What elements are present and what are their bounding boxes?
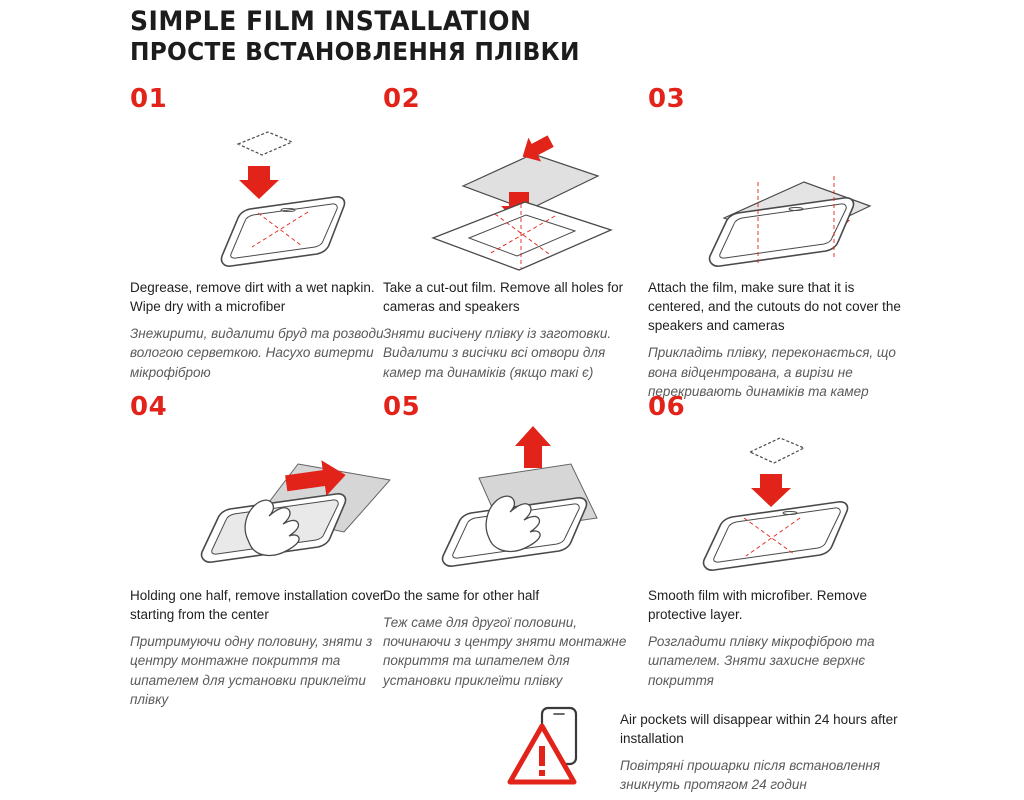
- step-card-05: [383, 394, 648, 690]
- step-number: 03: [648, 84, 686, 114]
- step-card-02: [383, 86, 648, 382]
- step-illustration-04: [130, 422, 395, 582]
- page-title-en: SIMPLE FILM INSTALLATION: [130, 6, 532, 37]
- step-caption-en: Do the same for other half: [383, 588, 540, 603]
- phone-icon: [704, 502, 848, 570]
- footer-note-en: Air pockets will disappear within 24 hours after installation: [620, 712, 898, 747]
- film-sheet-top-icon: [463, 154, 598, 210]
- step-number: 01: [130, 84, 168, 114]
- step-caption-en: Degrease, remove dirt with a wet napkin. Wipe dry with a microfiber: [130, 280, 375, 315]
- film-backing-icon: [433, 202, 611, 270]
- footer-note-ua: Повітряні прошарки після встановлення зникнуть протягом 24 годин: [620, 758, 881, 793]
- microfiber-cloth-icon: [750, 438, 804, 463]
- step-number: 05: [383, 392, 421, 422]
- step-caption-ua: Притримуючи одну половину, зняти з центру монтажне покриття та шпателем для установки приклеїти плівку: [130, 634, 373, 707]
- step-caption-en: Attach the film, make sure that it is centered, and the cutouts do not cover the speakers and cameras: [648, 280, 901, 334]
- footer-note: [512, 706, 932, 795]
- up-arrow-icon: [515, 426, 551, 468]
- page-title-ua: ПРОСТЕ ВСТАНОВЛЕННЯ ПЛІВКИ: [130, 37, 580, 67]
- step-illustration-03: [648, 114, 913, 274]
- step-caption-en: Take a cut-out film. Remove all holes for cameras and speakers: [383, 280, 624, 315]
- step-caption-ua: Теж саме для другої половини, починаючи з центру зняти монтажне покриття та шпателем для установки приклеїти плівку: [383, 615, 627, 688]
- down-arrow-icon: [239, 166, 279, 199]
- step-caption-ua: Знежирити, видалити бруд та розводи вологою серветкою. Насухо витерти мікрофіброю: [130, 326, 384, 380]
- step-card-03: [648, 86, 913, 401]
- step-illustration-06: [648, 422, 913, 582]
- step-illustration-01: [130, 114, 395, 274]
- step-caption-ua: Прикладіть плівку, переконається, що вона відцентрована, а вирізи не перекривають динаміків та камер: [648, 345, 896, 399]
- step-card-01: [130, 86, 395, 382]
- napkin-square-icon: [238, 132, 292, 155]
- phone-icon: [710, 198, 854, 266]
- step-caption-ua: Розгладити плівку мікрофіброю та шпателем. Зняти захисне верхнє покриття: [648, 634, 875, 688]
- step-number: 02: [383, 84, 421, 114]
- step-illustration-02: [383, 114, 648, 274]
- step-illustration-05: [383, 422, 648, 582]
- step-number: 06: [648, 392, 686, 422]
- down-arrow-icon: [751, 474, 791, 507]
- step-card-04: [130, 394, 395, 709]
- step-caption-ua: Зняти висічену плівку із заготовки. Видалити з висічки всі отвори для камер та динаміків (якщо такі є): [383, 326, 612, 380]
- step-caption-en: Holding one half, remove installation cover starting from the center: [130, 588, 385, 623]
- step-caption-en: Smooth film with microfiber. Remove protective layer.: [648, 588, 868, 623]
- step-number: 04: [130, 392, 168, 422]
- page-header: [130, 8, 614, 66]
- warning-phone-icon: [512, 706, 604, 790]
- step-card-06: [648, 394, 913, 690]
